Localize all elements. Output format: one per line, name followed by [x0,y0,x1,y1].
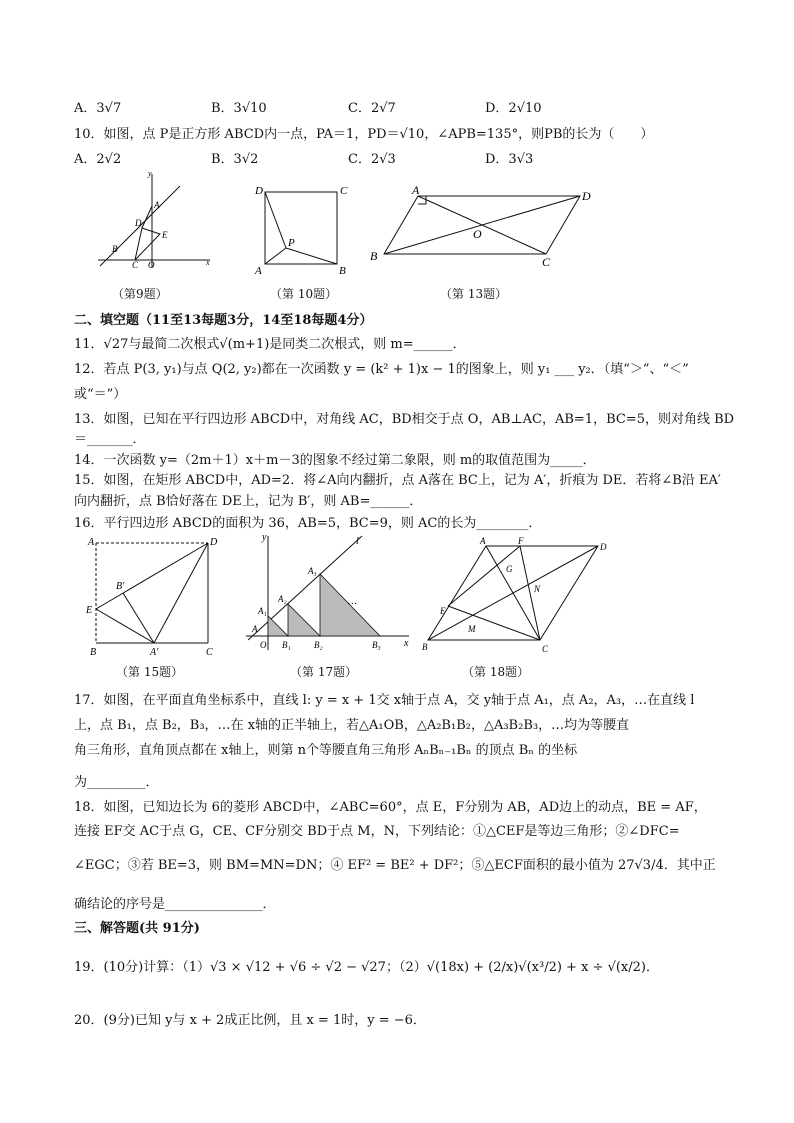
section-3-heading: 三、解答题(共 91分) [74,921,200,936]
q9-option-c: C．2√7 [348,101,396,116]
svg-text:A₃: A₃ [308,566,317,576]
q10-options [74,148,774,167]
q18-line2: 连接 EF交 AC于点 G，CE、CF分别交 BD于点 M，N，下列结论：①△CEF是等边三角形；②∠DFC= [74,824,680,839]
svg-text:N: N [534,584,541,594]
svg-text:B′: B′ [116,581,125,592]
q11: 11．√27与最简二次根式√(m+1)是同类二次根式，则 m=______． [74,337,466,352]
q17-line3: 角三角形，直角顶点都在 x轴上，则第 n个等腰直角三角形 AₙBₙ₋₁Bₙ 的顶点 Bₙ 的坐标 [74,743,578,758]
q10-option-a: A．2√2 [74,152,122,167]
q18-line3: ∠EGC；③若 BE=3，则 BM=MN=DN；④ EF² = BE² + DF²；⑤△ECF面积的最小值为 27√3/4．其中正 [74,858,716,873]
q10-option-d: D．3√3 [485,152,534,167]
q9-option-b: B．3√10 [211,101,267,116]
svg-text:C: C [542,255,551,269]
q18-line4: 确结论的序号是_______________． [74,897,276,912]
q18-line1: 18．如图，已知边长为 6的菱形 ABCD中，∠ABC=60°，点 E，F分别为 AB，AD边上的动点，BE = AF， [74,800,707,815]
svg-text:F: F [518,536,524,546]
svg-text:y: y [148,169,152,178]
caption-fig13: （第 13题） [440,287,508,301]
svg-text:B: B [422,642,428,652]
svg-text:D: D [210,537,218,548]
caption-fig18: （第 18题） [462,665,530,679]
svg-text:B: B [370,249,378,263]
svg-text:A: A [154,200,160,210]
caption-fig9: （第9题） [112,287,168,301]
q17-line4: 为_________． [74,775,159,790]
svg-text:A₁: A₁ [258,606,267,616]
figure-13 [368,183,598,271]
svg-text:M: M [468,624,476,634]
svg-text:B₃: B₃ [372,640,381,650]
figure-17 [244,532,414,657]
svg-text:D: D [135,218,142,228]
svg-text:A: A [88,537,95,548]
svg-text:E: E [162,230,168,240]
q14: 14．一次函数 y=（2m＋1）x＋m－3的图象不经过第二象限，则 m的取值范围为_____． [74,453,596,468]
svg-text:l: l [356,536,359,547]
svg-text:O: O [148,260,155,270]
svg-text:E: E [440,606,446,616]
svg-text:D: D [255,185,263,197]
q9-option-a: A．3√7 [74,101,122,116]
q13-line2: ＝_______． [74,432,146,447]
q13-line1: 13．如图，已知在平行四边形 ABCD中，对角线 AC，BD相交于点 O，AB⊥AC，AB=1，BC=5，则对角线 BD [74,412,735,427]
svg-text:C: C [340,185,348,197]
q9-option-d: D．2√10 [485,101,542,116]
q17-line2: 上，点 B₁，点 B₂，B₃，…在 x轴的正半轴上，若△A₁OB，△A₂B₁B₂，△A₃B₂B₃，…均为等腰直 [74,718,630,733]
svg-text:C: C [132,260,139,270]
q16: 16．平行四边形 ABCD的面积为 36，AB=5，BC=9，则 AC的长为________． [74,516,542,531]
svg-text:G: G [506,564,513,574]
svg-text:…: … [348,596,357,607]
q9-options [74,97,774,116]
q10-option-c: C．2√3 [348,152,396,167]
svg-text:y: y [262,532,267,543]
svg-text:x: x [206,258,210,267]
svg-text:D: D [582,189,591,203]
svg-text:B: B [339,265,346,277]
svg-text:O: O [260,640,267,650]
figure-15 [86,535,226,660]
figure-9 [90,168,220,278]
q19: 19．(10分)计算：（1）√3 × √12 + √6 ÷ √2 − √27；（2）√(18x) + (2/x)√(x³/2) + x ÷ √(x/2)． [74,960,659,975]
q15-line2: 向内翻折，点 B恰好落在 DE上，记为 B′，则 AB=______． [74,494,423,509]
svg-text:C: C [206,647,213,658]
q12-line2: 或“＝”） [74,387,127,402]
svg-text:P: P [288,237,295,249]
q10-stem: 10．如图，点 P是正方形 ABCD内一点，PA＝1，PD＝√10，∠APB=135°，则PB的长为（ ） [74,127,654,142]
svg-text:A: A [255,265,262,277]
q20: 20．(9分)已知 y与 x + 2成正比例，且 x = 1时，y = −6． [74,1013,426,1028]
q15-line1: 15．如图，在矩形 ABCD中，AD=2．将∠A向内翻折，点 A落在 BC上，记为 A′，折痕为 DE．若将∠B沿 EA′ [74,473,721,488]
svg-text:x: x [404,638,409,649]
caption-fig10: （第 10题） [270,287,338,301]
q10-option-b: B．3√2 [211,152,259,167]
svg-text:B₂: B₂ [314,640,323,650]
figure-10 [252,184,352,279]
caption-fig17: （第 17题） [290,665,358,679]
svg-text:C: C [542,644,549,654]
svg-text:B₁: B₁ [282,640,291,650]
svg-text:A: A [412,183,420,197]
caption-fig15: （第 15题） [116,665,184,679]
svg-text:A₂: A₂ [278,594,287,604]
figure-18 [422,536,622,656]
svg-text:E: E [86,605,93,616]
svg-text:B: B [112,244,118,254]
svg-text:D: D [600,542,607,552]
svg-text:B: B [90,647,97,658]
section-2-heading: 二、填空题（11至13每题3分，14至18每题4分） [74,313,373,328]
q17-line1: 17．如图，在平面直角坐标系中，直线 l: y = x + 1交 x轴于点 A，交 y轴于点 A₁，点 A₂，A₃，…在直线 l [74,693,695,708]
svg-text:A: A [252,624,258,634]
svg-text:O: O [473,227,482,241]
svg-text:A: A [480,536,486,546]
svg-text:A′: A′ [150,647,159,658]
q12-line1: 12．若点 P(3, y₁)与点 Q(2, y₂)都在一次函数 y = (k² + 1)x − 1的图象上，则 y₁ ___ y₂．（填“＞”、“＜” [74,362,689,377]
